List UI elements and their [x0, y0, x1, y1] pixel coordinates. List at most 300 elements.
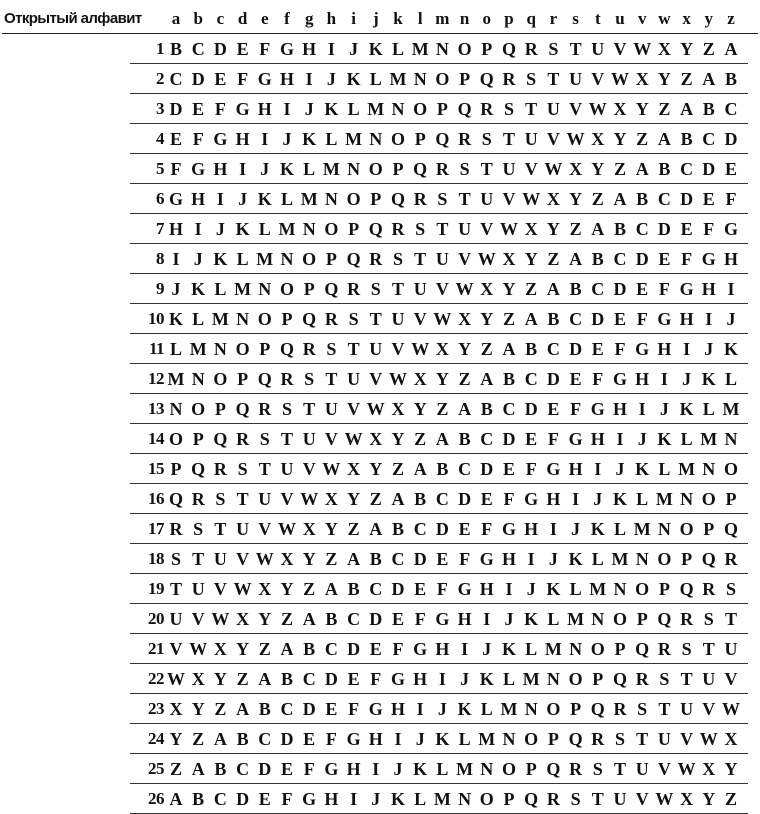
cipher-letter: H	[657, 339, 672, 359]
cipher-letter: M	[611, 549, 629, 569]
cipher-letter: I	[683, 339, 691, 359]
cipher-letter: S	[637, 699, 648, 719]
table-row	[0, 394, 760, 424]
cipher-letter: Y	[569, 189, 583, 209]
cipher-letter: I	[638, 399, 646, 419]
cipher-letter: B	[702, 99, 715, 119]
cipher-letter: P	[170, 459, 182, 479]
cipher-letter: B	[547, 309, 560, 329]
cipher-letter: V	[702, 699, 716, 719]
cipher-letter: I	[483, 609, 491, 629]
cipher-letter: W	[633, 39, 652, 59]
cipher-letter: A	[613, 189, 627, 209]
cipher-letter: A	[502, 339, 516, 359]
cipher-letter: F	[325, 729, 337, 749]
cipher-letter: Z	[480, 339, 493, 359]
cipher-letter: B	[591, 249, 604, 269]
cipher-letter: R	[635, 669, 649, 689]
cipher-letter: B	[192, 789, 205, 809]
table-row	[0, 424, 760, 454]
cipher-letter: S	[703, 609, 714, 629]
cipher-letter: T	[680, 669, 693, 689]
cipher-letter: X	[702, 759, 716, 779]
header-letter: n	[459, 9, 470, 28]
cipher-letter: B	[347, 579, 360, 599]
header-letter: b	[193, 9, 203, 28]
cipher-letter: D	[569, 339, 583, 359]
cipher-letter: U	[347, 369, 361, 389]
cipher-letter: O	[635, 579, 650, 599]
cipher-letter: O	[723, 459, 738, 479]
cipher-letter: S	[193, 519, 204, 539]
cipher-letter: M	[589, 579, 607, 599]
cipher-letter: M	[300, 189, 318, 209]
cipher-letter: Z	[525, 279, 538, 299]
cipher-letter: B	[613, 219, 626, 239]
cipher-letter: F	[725, 189, 737, 209]
cipher-letter: Q	[635, 639, 650, 659]
cipher-letter: U	[524, 129, 538, 149]
cipher-letter: C	[458, 459, 472, 479]
cipher-letter: Y	[635, 99, 649, 119]
cipher-letter: Z	[636, 129, 649, 149]
header-letter: o	[482, 9, 492, 28]
cipher-letter: J	[326, 69, 336, 89]
cipher-letter: K	[679, 399, 694, 419]
cipher-letter: Y	[546, 219, 560, 239]
cipher-letter: M	[678, 459, 696, 479]
shift-number: 16	[148, 489, 164, 508]
cipher-letter: M	[633, 519, 651, 539]
cipher-letter: M	[345, 129, 363, 149]
cipher-letter: Z	[502, 309, 515, 329]
cipher-letter: E	[569, 369, 582, 389]
cipher-letter: X	[169, 699, 183, 719]
cipher-letter: R	[502, 69, 516, 89]
cipher-letter: P	[303, 279, 315, 299]
cipher-letter: P	[259, 339, 271, 359]
cipher-letter: C	[724, 99, 738, 119]
cipher-letter: M	[234, 279, 252, 299]
cipher-letter: Z	[547, 249, 560, 269]
cipher-letter: D	[347, 639, 361, 659]
cipher-letter: Y	[480, 309, 494, 329]
cipher-letter: P	[237, 369, 249, 389]
shift-number: 7	[156, 219, 164, 238]
cipher-letter: J	[393, 759, 403, 779]
cipher-letter: W	[389, 369, 407, 389]
cipher-letter: N	[302, 219, 316, 239]
cipher-letter: K	[479, 669, 494, 689]
cipher-letter: O	[324, 219, 339, 239]
cipher-letter: P	[658, 579, 670, 599]
cipher-letter: C	[435, 489, 449, 509]
cipher-letter: W	[189, 639, 208, 659]
cipher-letter: X	[391, 399, 405, 419]
cipher-letter: U	[458, 219, 472, 239]
cipher-letter: Y	[524, 249, 538, 269]
cipher-letter: R	[546, 789, 560, 809]
cipher-letter: J	[349, 39, 359, 59]
cipher-letter: Z	[369, 489, 382, 509]
header-letter: h	[326, 9, 337, 28]
cipher-letter: S	[437, 189, 448, 209]
cipher-letter: Q	[324, 279, 339, 299]
cipher-letter: K	[324, 99, 339, 119]
cipher-letter: X	[546, 189, 560, 209]
cipher-letter: K	[235, 219, 250, 239]
cipher-letter: W	[588, 99, 607, 119]
cipher-letter: H	[324, 789, 339, 809]
cipher-letter: Y	[391, 429, 405, 449]
cipher-letter: X	[347, 459, 361, 479]
cipher-letter: W	[455, 279, 474, 299]
cipher-letter: B	[658, 159, 671, 179]
cipher-letter: Q	[413, 159, 428, 179]
cipher-letter: A	[702, 69, 716, 89]
cipher-letter: E	[214, 69, 227, 89]
cipher-letter: M	[655, 489, 673, 509]
cipher-letter: L	[436, 759, 449, 779]
cipher-letter: Y	[236, 639, 250, 659]
cipher-letter: S	[526, 69, 537, 89]
cipher-letter: R	[369, 249, 383, 269]
cipher-letter: U	[324, 399, 338, 419]
cipher-letter: M	[167, 369, 185, 389]
cipher-letter: B	[525, 339, 538, 359]
cipher-letter: F	[459, 549, 471, 569]
header-letter: w	[658, 9, 671, 28]
cipher-letter: O	[590, 639, 605, 659]
cipher-letter: Z	[680, 69, 693, 89]
cipher-letter: X	[480, 279, 494, 299]
table-row	[0, 334, 760, 364]
cipher-letter: K	[657, 429, 672, 449]
cipher-letter: C	[657, 189, 671, 209]
cipher-letter: Z	[702, 39, 715, 59]
cipher-letter: U	[680, 699, 694, 719]
cipher-letter: K	[635, 459, 650, 479]
cipher-letter: L	[192, 309, 205, 329]
header-letter: d	[237, 9, 248, 28]
cipher-letter: N	[480, 759, 494, 779]
cipher-letter: B	[480, 399, 493, 419]
cipher-letter: N	[458, 789, 472, 809]
cipher-letter: B	[502, 369, 515, 389]
cipher-letter: V	[546, 129, 560, 149]
cipher-letter: Y	[347, 489, 361, 509]
cipher-letter: Q	[213, 429, 228, 449]
cipher-letter: W	[477, 249, 496, 269]
cipher-letter: C	[169, 69, 183, 89]
cipher-letter: E	[658, 249, 671, 269]
cipher-letter: W	[722, 699, 740, 719]
cipher-letter: G	[279, 39, 294, 59]
cipher-letter: V	[347, 399, 361, 419]
cipher-letter: Y	[591, 159, 605, 179]
cipher-letter: P	[547, 729, 559, 749]
cipher-letter: G	[723, 219, 738, 239]
cipher-letter: M	[522, 669, 540, 689]
cipher-letter: X	[569, 159, 583, 179]
table-row	[0, 124, 760, 154]
cipher-letter: Y	[169, 729, 183, 749]
cipher-letter: V	[591, 69, 605, 89]
cipher-letter: Z	[436, 399, 449, 419]
cipher-letter: I	[172, 249, 180, 269]
cipher-letter: W	[366, 399, 385, 419]
cipher-letter: A	[435, 429, 449, 449]
table-row	[0, 304, 760, 334]
cipher-letter: X	[502, 249, 516, 269]
cipher-letter: V	[213, 579, 227, 599]
cipher-letter: K	[390, 789, 405, 809]
cipher-letter: V	[169, 639, 183, 659]
cipher-letter: J	[726, 309, 736, 329]
cipher-letter: O	[701, 489, 716, 509]
cipher-letter: U	[213, 549, 227, 569]
cipher-letter: O	[346, 189, 361, 209]
cipher-letter: N	[236, 309, 250, 329]
cipher-letter: G	[168, 189, 183, 209]
cipher-letter: Q	[279, 339, 294, 359]
cipher-letter: N	[280, 249, 294, 269]
cipher-letter: F	[481, 519, 493, 539]
cipher-letter: V	[369, 369, 383, 389]
cipher-letter: P	[370, 189, 382, 209]
cipher-letter: Q	[302, 309, 317, 329]
cipher-letter: B	[303, 639, 316, 659]
header-letter: a	[171, 9, 181, 28]
cipher-letter: X	[657, 39, 671, 59]
cipher-letter: L	[547, 609, 560, 629]
cipher-letter: T	[236, 489, 249, 509]
header-letter: q	[526, 9, 536, 28]
cipher-letter: K	[257, 189, 272, 209]
cipher-letter: H	[723, 249, 738, 269]
cipher-letter: W	[677, 759, 696, 779]
cipher-letter: X	[724, 729, 738, 749]
cipher-letter: F	[658, 279, 670, 299]
cipher-letter: A	[191, 759, 205, 779]
cipher-letter: H	[435, 639, 450, 659]
cipher-letter: X	[236, 609, 250, 629]
cipher-letter: J	[571, 519, 581, 539]
cipher-letter: T	[325, 369, 338, 389]
cipher-letter: U	[613, 789, 627, 809]
cipher-letter: S	[237, 459, 248, 479]
cipher-letter: B	[680, 129, 693, 149]
cipher-letter: U	[724, 639, 738, 659]
cipher-letter: U	[569, 69, 583, 89]
cipher-letter: E	[591, 339, 604, 359]
cipher-letter: G	[568, 429, 583, 449]
cipher-letter: V	[191, 609, 205, 629]
table-row	[0, 664, 760, 694]
cipher-letter: Y	[724, 759, 738, 779]
cipher-letter: O	[657, 549, 672, 569]
table-row	[0, 604, 760, 634]
cipher-letter: D	[702, 159, 716, 179]
cipher-letter: L	[613, 519, 626, 539]
cipher-letter: W	[211, 609, 230, 629]
cipher-letter: H	[679, 309, 694, 329]
cipher-letter: S	[570, 789, 581, 809]
cipher-letter: H	[568, 459, 583, 479]
cipher-letter: I	[372, 759, 380, 779]
cipher-letter: V	[657, 759, 671, 779]
cipher-letter: D	[236, 789, 250, 809]
shift-number: 2	[156, 69, 164, 88]
cipher-letter: L	[258, 219, 271, 239]
cipher-letter: E	[169, 129, 182, 149]
cipher-letter: A	[324, 579, 338, 599]
cipher-letter: J	[460, 669, 470, 689]
cipher-letter: K	[435, 729, 450, 749]
table-row	[0, 574, 760, 604]
cipher-letter: P	[681, 549, 693, 569]
cipher-letter: P	[348, 219, 360, 239]
cipher-letter: P	[592, 669, 604, 689]
cipher-letter: P	[503, 789, 515, 809]
cipher-letter: Y	[680, 39, 694, 59]
cipher-letter: D	[480, 459, 494, 479]
cipher-letter: T	[569, 39, 582, 59]
cipher-letter: D	[591, 309, 605, 329]
cipher-letter: Z	[591, 189, 604, 209]
header-letter: i	[351, 9, 356, 28]
cipher-letter: Y	[458, 339, 472, 359]
cipher-letter: D	[391, 579, 405, 599]
cipher-letter: B	[280, 669, 293, 689]
cipher-letter: N	[613, 579, 627, 599]
cipher-letter: J	[238, 189, 248, 209]
cipher-letter: P	[525, 759, 537, 779]
header-letter: u	[615, 9, 625, 28]
cipher-letter: S	[481, 129, 492, 149]
cipher-letter: S	[215, 489, 226, 509]
cipher-letter: E	[236, 39, 249, 59]
cipher-letter: H	[612, 399, 627, 419]
cipher-letter: F	[281, 789, 293, 809]
cipher-letter: U	[591, 39, 605, 59]
cipher-letter: R	[258, 399, 272, 419]
cipher-letter: H	[635, 369, 650, 389]
cipher-letter: W	[255, 549, 274, 569]
shift-number: 25	[148, 759, 164, 778]
cipher-letter: O	[257, 309, 272, 329]
cipher-letter: N	[502, 729, 516, 749]
cipher-letter: Q	[612, 669, 627, 689]
cipher-letter: Z	[658, 99, 671, 119]
cipher-letter: E	[436, 549, 449, 569]
cipher-letter: Q	[723, 519, 738, 539]
cipher-letter: L	[236, 249, 249, 269]
cipher-letter: C	[191, 39, 205, 59]
shift-number: 26	[148, 789, 164, 808]
cipher-letter: T	[214, 519, 227, 539]
cipher-letter: R	[680, 609, 694, 629]
cipher-letter: V	[258, 519, 272, 539]
cipher-letter: S	[170, 549, 181, 569]
cipher-letter: P	[214, 399, 226, 419]
cipher-letter: J	[304, 99, 314, 119]
cipher-letter: R	[191, 489, 205, 509]
shift-number: 15	[148, 459, 164, 478]
cipher-letter: Y	[191, 699, 205, 719]
cipher-letter: Q	[390, 189, 405, 209]
cipher-letter: G	[213, 129, 228, 149]
cipher-letter: L	[347, 99, 360, 119]
cipher-letter: T	[414, 249, 427, 269]
cipher-letter: V	[280, 489, 294, 509]
cipher-letter: W	[544, 159, 563, 179]
cipher-letter: G	[457, 579, 472, 599]
cipher-letter: T	[369, 309, 382, 329]
cipher-letter: L	[280, 189, 293, 209]
cipher-letter: E	[613, 309, 626, 329]
cipher-letter: F	[214, 99, 226, 119]
cipher-letter: S	[392, 249, 403, 269]
cipher-letter: V	[435, 279, 449, 299]
cipher-letter: S	[259, 429, 270, 449]
shift-number: 1	[156, 39, 164, 58]
cipher-letter: D	[635, 249, 649, 269]
cipher-letter: L	[724, 369, 737, 389]
cipher-letter: G	[257, 69, 272, 89]
cipher-letter: H	[413, 669, 428, 689]
cipher-letter: A	[347, 549, 361, 569]
cipher-letter: P	[392, 159, 404, 179]
cipher-letter: A	[591, 219, 605, 239]
cipher-letter: N	[258, 279, 272, 299]
cipher-letter: F	[192, 129, 204, 149]
cipher-letter: W	[322, 459, 341, 479]
cipher-letter: Y	[702, 789, 716, 809]
table-row	[0, 484, 760, 514]
cipher-letter: H	[590, 429, 605, 449]
cipher-letter: K	[501, 639, 516, 659]
cipher-letter: L	[591, 549, 604, 569]
cipher-letter: I	[239, 159, 247, 179]
cipher-letter: R	[458, 129, 472, 149]
cipher-letter: K	[191, 279, 206, 299]
cipher-letter: L	[458, 729, 471, 749]
cipher-letter: N	[347, 159, 361, 179]
cipher-letter: W	[500, 219, 518, 239]
cipher-letter: H	[390, 699, 405, 719]
cipher-letter: L	[636, 489, 649, 509]
cipher-letter: C	[524, 369, 538, 389]
cipher-letter: I	[572, 489, 580, 509]
cipher-letter: X	[302, 519, 316, 539]
shift-number: 14	[148, 429, 164, 448]
header-letter: v	[637, 9, 647, 28]
cipher-letter: Q	[257, 369, 272, 389]
table-row	[0, 514, 760, 544]
cipher-letter: M	[433, 789, 451, 809]
cipher-letter: I	[416, 699, 424, 719]
cipher-letter: C	[302, 669, 316, 689]
cipher-letter: J	[548, 549, 558, 569]
cipher-letter: W	[655, 789, 674, 809]
cipher-letter: B	[414, 489, 427, 509]
cipher-letter: S	[326, 339, 337, 359]
cipher-letter: U	[391, 309, 405, 329]
cipher-letter: S	[592, 759, 603, 779]
cipher-letter: T	[525, 99, 538, 119]
cipher-letter: O	[235, 339, 250, 359]
